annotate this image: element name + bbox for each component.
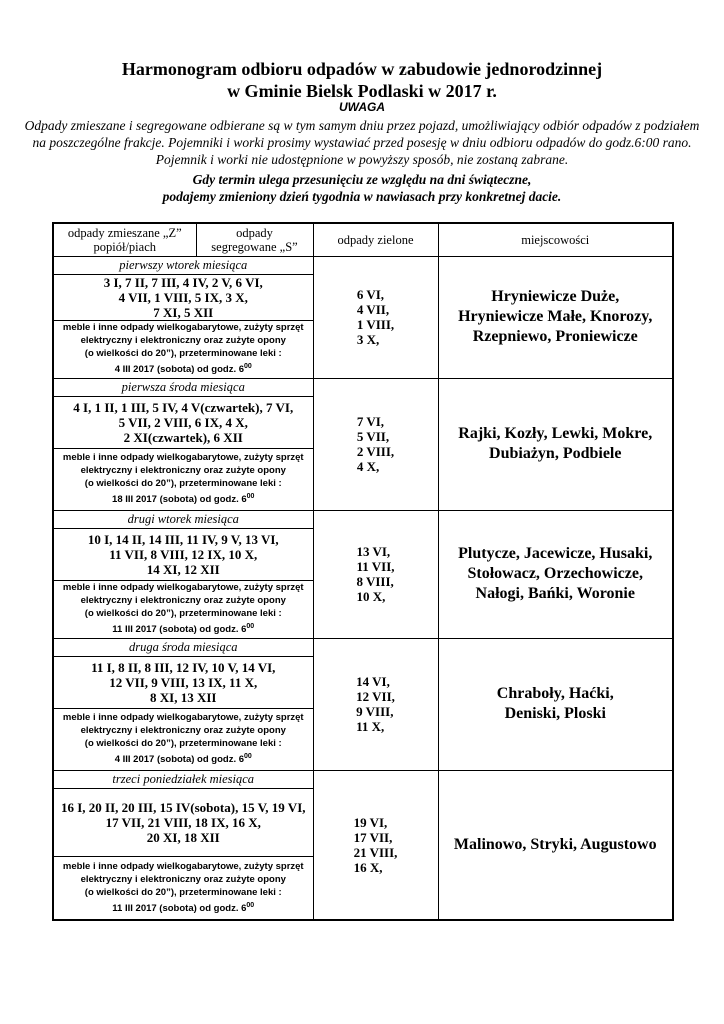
locality-line: Dubiażyn, Podbiele [489,445,622,462]
table-row [53,770,673,788]
bulky-waste-line: (o wielkości do 20”), przeterminowane leki : [84,348,282,360]
locality-line: Stołowacz, Orzechowicze, [467,565,643,582]
bulky-waste-line: meble i inne odpady wielkogabarytowe, zużyty sprzęt [62,322,304,334]
locality-line: Rzepniewo, Proniewicze [472,328,638,345]
table-row [53,256,673,274]
notice-text: Odpady zmieszane i segregowane odbierane są w tym samym dniu przez pojazd, umożliwiający odbiór odpadów z podziałem na poszczególne frakcje. Pojemniki i worki prosimy wystawiać przed posesję w dniu odbioru odpadów do godz.6:00 rano. Pojemnik i worki nie udostępnione w powyższy sposób, nie zostaną zabrane. [24,118,700,167]
header-mixed-waste: odpady zmieszane „Z” popiół/piach [53,223,196,256]
bulky-waste-date: 11 III 2017 (sobota) od godz. $6^{00}$ [112,902,255,915]
collection-dates [53,274,313,320]
collection-dates [53,396,313,448]
green-date: 14 VI, [356,674,390,689]
green-date: 6 VI, [356,287,385,302]
localities [438,510,673,638]
page-subtitle: w Gminie Bielsk Podlaski w 2017 r. [227,81,497,101]
bulky-waste-info [53,856,313,920]
bulky-waste-date: 4 III 2017 (sobota) od godz. $6^{00}$ [114,363,252,376]
collection-dates-line: 11 VII, 8 VIII, 12 IX, 10 X, [109,546,258,562]
collection-dates-line: 20 XI, 18 XII [146,829,220,845]
collection-dates [53,656,313,708]
green-date: 11 VII, [356,559,395,574]
schedule-table [52,222,674,921]
green-date: 21 VIII, [353,844,398,860]
green-date: 19 VI, [353,814,388,830]
green-date: 13 VI, [356,544,391,559]
collection-dates-line: 4 I, 1 II, 1 III, 5 IV, 4 V(czwartek), 7 VI, [73,399,294,415]
collection-dates-line: 7 XI, 5 XII [153,304,214,320]
green-date: 11 X, [356,719,385,734]
green-date: 3 X, [356,332,380,347]
header-segregated-waste: odpady segregowane „S” [196,223,313,256]
header-places: miejscowości [438,223,673,256]
locality-line: Deniski, Ploski [504,705,606,722]
table-header-row [53,223,673,256]
holiday-note [0,171,724,205]
green-date: 5 VII, [356,429,390,444]
bulky-waste-line: (o wielkości do 20”), przeterminowane leki : [84,608,282,620]
collection-dates-line: 2 XI(czwartek), 6 XII [123,429,243,445]
green-date: 7 VI, [356,414,385,429]
collection-dates-line: 16 I, 20 II, 20 III, 15 IV(sobota), 15 V, 19 VI, [60,799,306,815]
collection-day-label: drugi wtorek miesiąca [53,510,313,528]
collection-day-label: pierwszy wtorek miesiąca [53,256,313,274]
locality-line: Chraboły, Haćki, [496,685,614,702]
bulky-waste-date: 18 III 2017 (sobota) od godz. $6^{00}$ [112,493,255,506]
collection-dates-line: 5 VII, 2 VIII, 6 IX, 4 X, [118,414,248,430]
green-date: 4 X, [356,459,380,474]
bulky-waste-line: (o wielkości do 20”), przeterminowane leki : [84,478,282,490]
locality-line: Hryniewicze Małe, Knorozy, [458,308,653,325]
collection-dates-line: 10 I, 14 II, 14 III, 11 IV, 9 V, 13 VI, [87,531,279,547]
green-date: 4 VII, [356,302,390,317]
green-date: 9 VIII, [356,704,394,719]
localities [438,256,673,378]
green-waste-dates [313,510,438,638]
locality-line: Plutycze, Jacewicze, Husaki, [458,545,653,562]
green-date: 2 VIII, [356,444,395,459]
bulky-waste-info [53,320,313,378]
collection-dates-line: 12 VII, 9 VIII, 13 IX, 11 X, [109,674,258,690]
green-waste-dates [313,770,438,920]
green-waste-dates [313,256,438,378]
bulky-waste-line: elektryczny i elektroniczny oraz zużyte opony [80,595,286,607]
bulky-waste-info [53,580,313,638]
collection-dates-line: 11 I, 8 II, 8 III, 12 IV, 10 V, 14 VI, [91,659,276,675]
table-row [53,378,673,396]
locality-line: Nałogi, Bańki, Woronie [475,585,635,602]
green-date: 1 VIII, [356,317,395,332]
bulky-waste-line: elektryczny i elektroniczny oraz zużyte opony [80,874,286,886]
collection-day-label: pierwsza środa miesiąca [53,378,313,396]
green-date: 12 VII, [356,689,395,704]
bulky-waste-line: meble i inne odpady wielkogabarytowe, zużyty sprzęt [62,582,304,594]
green-date: 8 VIII, [356,574,394,589]
collection-dates [53,788,313,856]
bulky-waste-line: elektryczny i elektroniczny oraz zużyte opony [80,335,286,347]
bulky-waste-info [53,448,313,510]
green-date: 16 X, [353,859,383,875]
collection-dates-line: 4 VII, 1 VIII, 5 IX, 3 X, [118,289,248,305]
bulky-waste-line: (o wielkości do 20”), przeterminowane leki : [84,887,282,899]
bulky-waste-line: meble i inne odpady wielkogabarytowe, zużyty sprzęt [62,712,304,724]
locality-line: Hryniewicze Duże, [491,288,620,305]
collection-dates-line: 17 VII, 21 VIII, 18 IX, 16 X, [105,814,261,830]
table-row [53,510,673,528]
warning-heading: UWAGA [339,100,385,114]
bulky-waste-date: 4 III 2017 (sobota) od godz. $6^{00}$ [114,753,252,766]
bulky-waste-line: meble i inne odpady wielkogabarytowe, zużyty sprzęt [62,452,304,464]
bulky-waste-line: elektryczny i elektroniczny oraz zużyte opony [80,465,286,477]
bulky-waste-line: elektryczny i elektroniczny oraz zużyte opony [80,725,286,737]
bulky-waste-info [53,708,313,770]
collection-dates-line: 14 XI, 12 XII [146,561,220,577]
bulky-waste-line: meble i inne odpady wielkogabarytowe, zużyty sprzęt [62,861,304,873]
bulky-waste-line: (o wielkości do 20”), przeterminowane leki : [84,738,282,750]
page-title: Harmonogram odbioru odpadów w zabudowie jednorodzinnej [121,59,603,79]
green-date: 10 X, [356,589,386,604]
green-date: 17 VII, [353,829,393,845]
localities [438,378,673,510]
header-green-waste: odpady zielone [313,223,438,256]
holiday-note-line2: podajemy zmieniony dzień tygodnia w nawiasach przy konkretnej dacie. [162,189,562,204]
collection-day-label: druga środa miesiąca [53,638,313,656]
green-waste-dates [313,638,438,770]
bulky-waste-date: 11 III 2017 (sobota) od godz. $6^{00}$ [112,623,255,636]
localities [438,638,673,770]
locality-line: Malinowo, Stryki, Augustowo [453,835,657,853]
collection-dates-line: 8 XI, 13 XII [150,689,217,705]
green-waste-dates [313,378,438,510]
locality-line: Rajki, Kozły, Lewki, Mokre, [458,425,653,442]
collection-dates-line: 3 I, 7 II, 7 III, 4 IV, 2 V, 6 VI, [103,274,263,290]
collection-day-label: trzeci poniedziałek miesiąca [53,770,313,788]
table-row [53,638,673,656]
holiday-note-line1: Gdy termin ulega przesunięciu ze względu na dni świąteczne, [192,172,532,187]
localities [438,770,673,920]
collection-dates [53,528,313,580]
